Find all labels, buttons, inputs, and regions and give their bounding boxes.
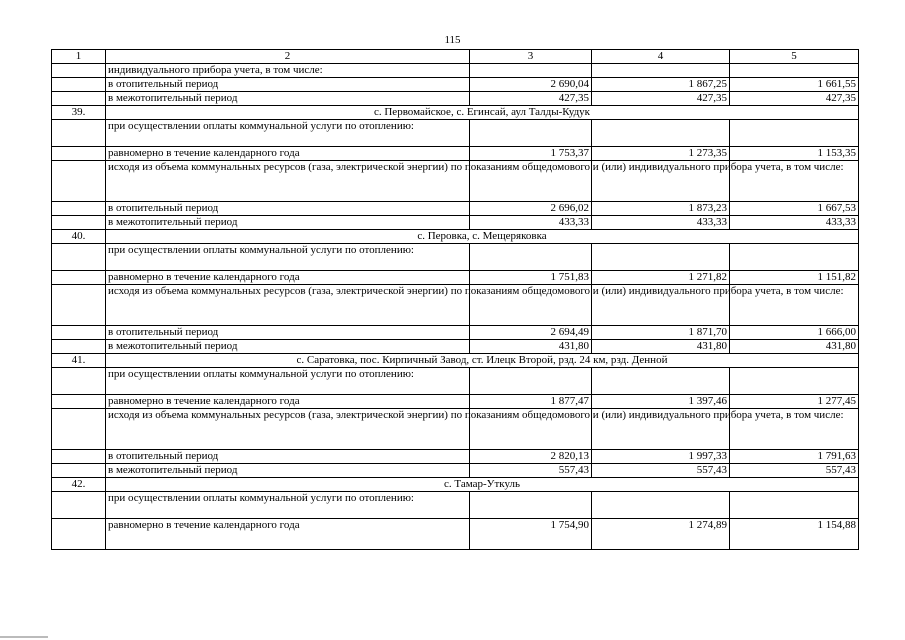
table-row <box>52 368 859 395</box>
row-description: исходя из объема коммунальных ресурсов (газа, электрической энергии) по показаниям общедомового и (или) индивидуального прибора учета, в том числе: <box>106 161 470 202</box>
scan-edge-mark <box>0 636 48 638</box>
table-row <box>52 216 859 230</box>
table-row <box>52 147 859 161</box>
row-number-cell <box>52 92 106 106</box>
row-description: при осуществлении оплаты коммунальной услуги по отоплению: <box>106 368 470 395</box>
table-row <box>52 202 859 216</box>
header-cell: 5 <box>730 50 859 64</box>
row-description: в межотопительный период <box>106 464 470 478</box>
row-description: исходя из объема коммунальных ресурсов (газа, электрической энергии) по показаниям общедомового и (или) индивидуального прибора учета, в том числе: <box>106 285 470 326</box>
value-col5: 1 277,45 <box>730 395 859 409</box>
row-description: в межотопительный период <box>106 216 470 230</box>
section-title: с. Тамар-Уткуль <box>106 478 859 492</box>
section-row <box>52 230 859 244</box>
row-number-cell <box>52 161 106 202</box>
value-col3 <box>470 120 592 147</box>
row-description: при осуществлении оплаты коммунальной услуги по отоплению: <box>106 120 470 147</box>
value-col3 <box>470 64 592 78</box>
table-row <box>52 120 859 147</box>
section-title: с. Саратовка, пос. Кирпичный Завод, ст. Илецк Второй, рзд. 24 км, рзд. Денной <box>106 354 859 368</box>
value-col4: 1 997,33 <box>592 450 730 464</box>
value-col4: 1 867,25 <box>592 78 730 92</box>
row-description: при осуществлении оплаты коммунальной услуги по отоплению: <box>106 492 470 519</box>
value-col4: 1 271,82 <box>592 271 730 285</box>
row-description: в межотопительный период <box>106 340 470 354</box>
value-col4: 1 274,89 <box>592 519 730 550</box>
value-col5: 427,35 <box>730 92 859 106</box>
row-number-cell <box>52 147 106 161</box>
table-row <box>52 340 859 354</box>
table-row <box>52 271 859 285</box>
value-col4: 433,33 <box>592 216 730 230</box>
tariff-table <box>51 49 859 550</box>
table-row <box>52 464 859 478</box>
row-description: при осуществлении оплаты коммунальной услуги по отоплению: <box>106 244 470 271</box>
value-col4 <box>592 64 730 78</box>
value-col4 <box>592 120 730 147</box>
value-col4: 431,80 <box>592 340 730 354</box>
value-col3: 2 690,04 <box>470 78 592 92</box>
row-number-cell <box>52 464 106 478</box>
row-description: равномерно в течение календарного года <box>106 519 470 550</box>
value-col3: 2 694,49 <box>470 326 592 340</box>
row-description: исходя из объема коммунальных ресурсов (газа, электрической энергии) по показаниям общедомового и (или) индивидуального прибора учета, в том числе: <box>106 409 470 450</box>
value-col4: 1 871,70 <box>592 326 730 340</box>
table-row <box>52 519 859 550</box>
value-col3: 1 754,90 <box>470 519 592 550</box>
value-col5: 431,80 <box>730 340 859 354</box>
table-row <box>52 64 859 78</box>
section-number: 42. <box>52 478 106 492</box>
row-description: в отопительный период <box>106 78 470 92</box>
value-col5: 1 154,88 <box>730 519 859 550</box>
row-number-cell <box>52 368 106 395</box>
value-col5 <box>730 492 859 519</box>
value-col4 <box>592 492 730 519</box>
value-col3: 557,43 <box>470 464 592 478</box>
row-number-cell <box>52 78 106 92</box>
value-col3: 431,80 <box>470 340 592 354</box>
table-row <box>52 244 859 271</box>
value-col5 <box>730 120 859 147</box>
row-number-cell <box>52 64 106 78</box>
row-number-cell <box>52 450 106 464</box>
value-col5: 433,33 <box>730 216 859 230</box>
row-number-cell <box>52 340 106 354</box>
row-description: равномерно в течение календарного года <box>106 147 470 161</box>
header-cell: 4 <box>592 50 730 64</box>
value-col5: 1 667,53 <box>730 202 859 216</box>
row-number-cell <box>52 244 106 271</box>
value-col4: 1 873,23 <box>592 202 730 216</box>
row-description: равномерно в течение календарного года <box>106 271 470 285</box>
value-col3: 1 751,83 <box>470 271 592 285</box>
row-number-cell <box>52 409 106 450</box>
row-number-cell <box>52 519 106 550</box>
value-col5: 1 791,63 <box>730 450 859 464</box>
row-description: в отопительный период <box>106 326 470 340</box>
value-col4: 557,43 <box>592 464 730 478</box>
row-number-cell <box>52 492 106 519</box>
section-number: 41. <box>52 354 106 368</box>
value-col4: 427,35 <box>592 92 730 106</box>
row-number-cell <box>52 271 106 285</box>
value-col5: 1 661,55 <box>730 78 859 92</box>
row-number-cell <box>52 120 106 147</box>
table-row <box>52 285 859 326</box>
section-number: 40. <box>52 230 106 244</box>
value-col5 <box>730 64 859 78</box>
row-number-cell <box>52 202 106 216</box>
row-number-cell <box>52 395 106 409</box>
value-col4: 1 273,35 <box>592 147 730 161</box>
row-description: равномерно в течение календарного года <box>106 395 470 409</box>
value-col4 <box>592 368 730 395</box>
section-row <box>52 354 859 368</box>
row-number-cell <box>52 216 106 230</box>
table-row <box>52 326 859 340</box>
header-row <box>52 50 859 64</box>
row-description: в отопительный период <box>106 450 470 464</box>
row-number-cell <box>52 285 106 326</box>
value-col5 <box>730 368 859 395</box>
value-col5: 1 666,00 <box>730 326 859 340</box>
section-row <box>52 478 859 492</box>
table-row <box>52 395 859 409</box>
table-row <box>52 409 859 450</box>
value-col5 <box>730 244 859 271</box>
value-col3: 2 820,13 <box>470 450 592 464</box>
value-col5: 1 153,35 <box>730 147 859 161</box>
value-col3: 2 696,02 <box>470 202 592 216</box>
value-col5: 1 151,82 <box>730 271 859 285</box>
section-title: с. Первомайское, с. Егинсай, аул Талды-Кудук <box>106 106 859 120</box>
value-col3: 427,35 <box>470 92 592 106</box>
value-col4 <box>592 244 730 271</box>
row-description: индивидуального прибора учета, в том числе: <box>106 64 470 78</box>
value-col3 <box>470 368 592 395</box>
value-col3 <box>470 492 592 519</box>
value-col3: 433,33 <box>470 216 592 230</box>
table-row <box>52 78 859 92</box>
value-col5: 557,43 <box>730 464 859 478</box>
header-cell: 3 <box>470 50 592 64</box>
section-row <box>52 106 859 120</box>
section-title: с. Перовка, с. Мещеряковка <box>106 230 859 244</box>
header-cell: 2 <box>106 50 470 64</box>
value-col3: 1 877,47 <box>470 395 592 409</box>
value-col3: 1 753,37 <box>470 147 592 161</box>
header-cell: 1 <box>52 50 106 64</box>
value-col3 <box>470 244 592 271</box>
table-row <box>52 161 859 202</box>
row-description: в отопительный период <box>106 202 470 216</box>
row-description: в межотопительный период <box>106 92 470 106</box>
table-row <box>52 492 859 519</box>
value-col4: 1 397,46 <box>592 395 730 409</box>
table-row <box>52 92 859 106</box>
page-number: 115 <box>444 34 461 46</box>
row-number-cell <box>52 326 106 340</box>
table-row <box>52 450 859 464</box>
section-number: 39. <box>52 106 106 120</box>
